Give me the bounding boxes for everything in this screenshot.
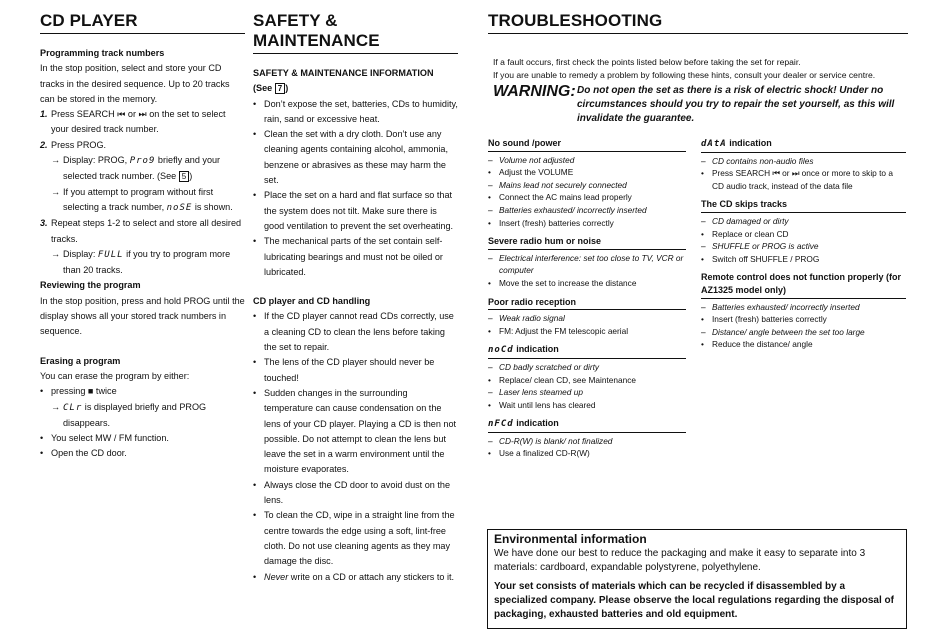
fault-remedy: • Reduce the distance/ angle — [701, 339, 813, 350]
bullet-icon: • — [253, 129, 257, 140]
bullet-icon: • — [488, 192, 491, 203]
dash-icon: – — [488, 435, 493, 446]
fault-cause: – SHUFFLE or PROG is active — [701, 241, 819, 252]
fault-cause: – Batteries exhausted/ incorrectly inserted — [488, 204, 647, 215]
reviewing-text: In the stop position, press and hold PROG until the display shows all your stored track numbers in sequence. — [40, 295, 245, 337]
fault-remedy: • Adjust the VOLUME — [488, 167, 574, 178]
fault-remedy: • FM: Adjust the FM telescopic aerial — [488, 325, 629, 336]
fault-heading: Poor radio reception — [488, 296, 686, 311]
step-1: 1. Press SEARCH ⏮ or ⏭ on the set to select your desired track number. — [40, 109, 226, 135]
dash-icon: – — [701, 301, 706, 312]
fault-cause: – Volume not adjusted — [488, 154, 575, 165]
lcd-text-clr: CLr — [63, 402, 83, 413]
bullet-icon: • — [701, 314, 704, 325]
list-item: • Always close the CD door to avoid dust on the lens. — [253, 478, 458, 509]
list-item: • Clean the set with a dry cloth. Don’t use any cleaning agents containing alcohol, ammonia, benzene or abrasives as these may harm the set. — [253, 127, 458, 188]
bullet-icon: • — [253, 98, 257, 109]
list-item: • Don’t expose the set, batteries, CDs to humidity, rain, sand or excessive heat. — [253, 97, 458, 128]
bullet-icon: • — [253, 236, 257, 247]
dash-icon: – — [701, 241, 706, 252]
bullet-icon: • — [253, 387, 257, 398]
step-2: 2. Press PROG. — [40, 139, 107, 150]
list-item: • Place the set on a hard and flat surface so that the system does not tilt. Make sure there is good ventilation to prevent the set overheating. — [253, 188, 458, 234]
fault-table — [488, 131, 908, 460]
bullet-icon: • — [488, 325, 491, 336]
lcd-text: noCd — [488, 345, 514, 356]
fault-cause: – CD contains non-audio files — [701, 155, 814, 166]
warning-text: Do not open the set as there is a risk of electric shock! Under no circumstances should you try to repair the set yourself, as this will invalidate the guarantee. — [577, 85, 895, 124]
fault-remedy: • Wait until lens has cleared — [488, 399, 596, 410]
fault-heading: nFCd indication — [488, 417, 686, 433]
bullet-icon: • — [253, 571, 257, 582]
fault-heading: The CD skips tracks — [701, 198, 906, 213]
bullet-icon: • — [701, 228, 704, 239]
safety-body — [253, 66, 458, 585]
dash-icon: – — [488, 204, 493, 215]
bullet-icon: • — [701, 339, 704, 350]
warning-block — [488, 84, 908, 126]
list-item: • The mechanical parts of the set contain self-lubricating bearings and must not be oiled or lubricated. — [253, 234, 458, 280]
fault-remedy: • Switch off SHUFFLE / PROG — [701, 253, 820, 264]
arrow-right-icon: → — [51, 155, 61, 166]
step-3: 3. Repeat steps 1-2 to select and store all desired tracks. — [40, 218, 242, 244]
dash-icon: – — [701, 155, 706, 166]
fault-remedy: • Move the set to increase the distance — [488, 277, 637, 288]
fault-cause: – Weak radio signal — [488, 313, 565, 324]
fault-heading: Severe radio hum or noise — [488, 235, 686, 250]
bullet-icon: • — [488, 399, 491, 410]
lcd-text: dAtA — [701, 139, 727, 149]
cd-player-title: CD PLAYER — [40, 0, 245, 34]
bullet-icon: • — [488, 167, 491, 178]
safety-title: SAFETY & MAINTENANCE — [253, 0, 458, 54]
bullet-icon: • — [40, 386, 44, 397]
figure-reference-box: 7 — [275, 83, 285, 94]
arrow-right-icon: → — [51, 186, 61, 197]
step-2-result-nose: → If you attempt to program without first selecting a track number, noSE is shown. — [40, 185, 245, 217]
list-item: • Never write on a CD or attach any stickers to it. — [253, 570, 458, 585]
safety-column — [253, 0, 458, 585]
environmental-recycling-note: Your set consists of materials which can be recycled if disassembled by a specialized company. Please observe the local regulations regarding the disposal of packaging, exhausted batteries and old equipment. — [494, 581, 894, 620]
bullet-icon: • — [40, 448, 44, 459]
fault-remedy: • Insert (fresh) batteries correctly — [488, 217, 614, 228]
bullet-icon: • — [253, 357, 257, 368]
fault-remedy: • Replace or clean CD — [701, 228, 789, 239]
fault-remedy: • Use a finalized CD-R(W) — [488, 448, 590, 459]
programming-intro: In the stop position, select and store your CD tracks in the desired sequence. Up to 20 tracks can be stored in the memory. — [40, 63, 230, 104]
cd-handling-heading: CD player and CD handling — [253, 296, 371, 307]
step-3-result-full: → Display: FULL if you try to program more than 20 tracks. — [40, 247, 245, 279]
dash-icon: – — [488, 313, 493, 324]
fault-cause: – CD damaged or dirty — [701, 215, 789, 226]
list-item: • pressing ■ twice — [40, 384, 245, 399]
list-item: • You select MW / FM function. — [40, 431, 245, 446]
fault-cause: – CD badly scratched or dirty — [488, 361, 600, 372]
fault-remedy: • Press SEARCH ⏮ or ⏭ once or more to skip to a CD audio track, instead of the data file — [701, 168, 893, 191]
environmental-title: Environmental information — [494, 532, 647, 546]
figure-reference-box: 5 — [179, 171, 189, 182]
fault-cause: – Mains lead not securely connected — [488, 179, 627, 190]
dash-icon: – — [488, 361, 493, 372]
fault-heading: noCd indication — [488, 343, 686, 359]
programming-heading: Programming track numbers — [40, 48, 165, 58]
bullet-icon: • — [488, 277, 491, 288]
environmental-body: We have done our best to reduce the packaging and make it easy to separate into 3 materials: cardboard, expandable polystyrene, polyethylene. — [494, 548, 866, 573]
dash-icon: – — [701, 326, 706, 337]
bullet-icon: • — [253, 311, 257, 322]
dash-icon: – — [701, 215, 706, 226]
arrow-right-icon: → — [51, 248, 61, 259]
bullet-icon: • — [488, 217, 491, 228]
fault-heading: dAtA indication — [701, 137, 906, 153]
troubleshooting-title: TROUBLESHOOTING — [488, 0, 908, 34]
erasing-intro: You can erase the program by either: — [40, 370, 190, 381]
dash-icon: – — [488, 179, 493, 190]
bullet-icon: • — [253, 479, 257, 490]
troubleshooting-column — [488, 0, 908, 460]
safety-info-heading: SAFETY & MAINTENANCE INFORMATION — [253, 68, 434, 78]
fault-list-left — [488, 131, 686, 460]
bullet-icon: • — [701, 253, 704, 264]
lcd-text: nFCd — [488, 419, 514, 430]
dash-icon: – — [488, 387, 493, 398]
fault-list-right — [701, 131, 906, 460]
erase-result-clr: → CLr is displayed briefly and PROG disappears. — [40, 400, 245, 432]
lcd-text-full: FULL — [97, 249, 124, 260]
dash-icon: – — [488, 154, 493, 165]
fault-heading: Remote control does not function properly (for AZ1325 model only) — [701, 271, 906, 298]
cd-player-body — [40, 46, 245, 462]
list-item: • Open the CD door. — [40, 446, 245, 461]
fault-cause: – Electrical interference: set too close to TV, VCR or computer — [488, 252, 684, 276]
troubleshooting-intro: If a fault occurs, first check the points listed below before taking the set for repair. If you are unable to remedy a problem by following these hints, consult your dealer or service centre. — [493, 57, 876, 80]
fault-cause: – Batteries exhausted/ incorrectly inserted — [701, 301, 860, 312]
bullet-icon: • — [253, 190, 257, 201]
step-2-result-display: → Display: PROG, Pro9 briefly and your selected track number. (See 5 ) — [40, 153, 245, 185]
bullet-icon: • — [253, 510, 257, 521]
warning-label: WARNING: — [493, 83, 576, 100]
bullet-icon: • — [701, 168, 704, 179]
fault-cause: – CD-R(W) is blank/ not finalized — [488, 435, 613, 446]
fault-heading: No sound /power — [488, 137, 686, 152]
list-item: • To clean the CD, wipe in a straight line from the centre towards the edge using a soft, lint-free cloth. Do not use cleaning agents as they may damage the disc. — [253, 508, 458, 569]
list-item: • Sudden changes in the surrounding temperature can cause condensation on the lens of your CD player. Playing a CD is then not possible. Do not attempt to clean the lens but leave the set in a warm environment until the moisture evaporates. — [253, 386, 458, 478]
bullet-icon: • — [488, 448, 491, 459]
dash-icon: – — [488, 252, 493, 263]
erasing-heading: Erasing a program — [40, 355, 121, 366]
cd-player-column — [40, 0, 245, 462]
environmental-info-box — [487, 529, 907, 629]
bullet-icon: • — [488, 374, 491, 385]
fault-remedy: • Replace/ clean CD, see Maintenance — [488, 374, 636, 385]
reviewing-heading: Reviewing the program — [40, 280, 141, 291]
list-item: • The lens of the CD player should never be touched! — [253, 355, 458, 386]
fault-cause: – Laser lens steamed up — [488, 387, 583, 398]
list-item: • If the CD player cannot read CDs correctly, use a cleaning CD to clean the lens before taking the set to repair. — [253, 309, 458, 355]
bullet-icon: • — [40, 433, 44, 444]
lcd-text-prog: Pro9 — [129, 156, 156, 167]
fault-cause: – Distance/ angle between the set too large — [701, 326, 865, 337]
see-reference: (See 7 ) — [253, 83, 289, 94]
fault-remedy: • Connect the AC mains lead properly — [488, 192, 632, 203]
arrow-right-icon: → — [51, 401, 61, 412]
fault-remedy: • Insert (fresh) batteries correctly — [701, 314, 827, 325]
lcd-text-nose: noSE — [166, 202, 193, 213]
